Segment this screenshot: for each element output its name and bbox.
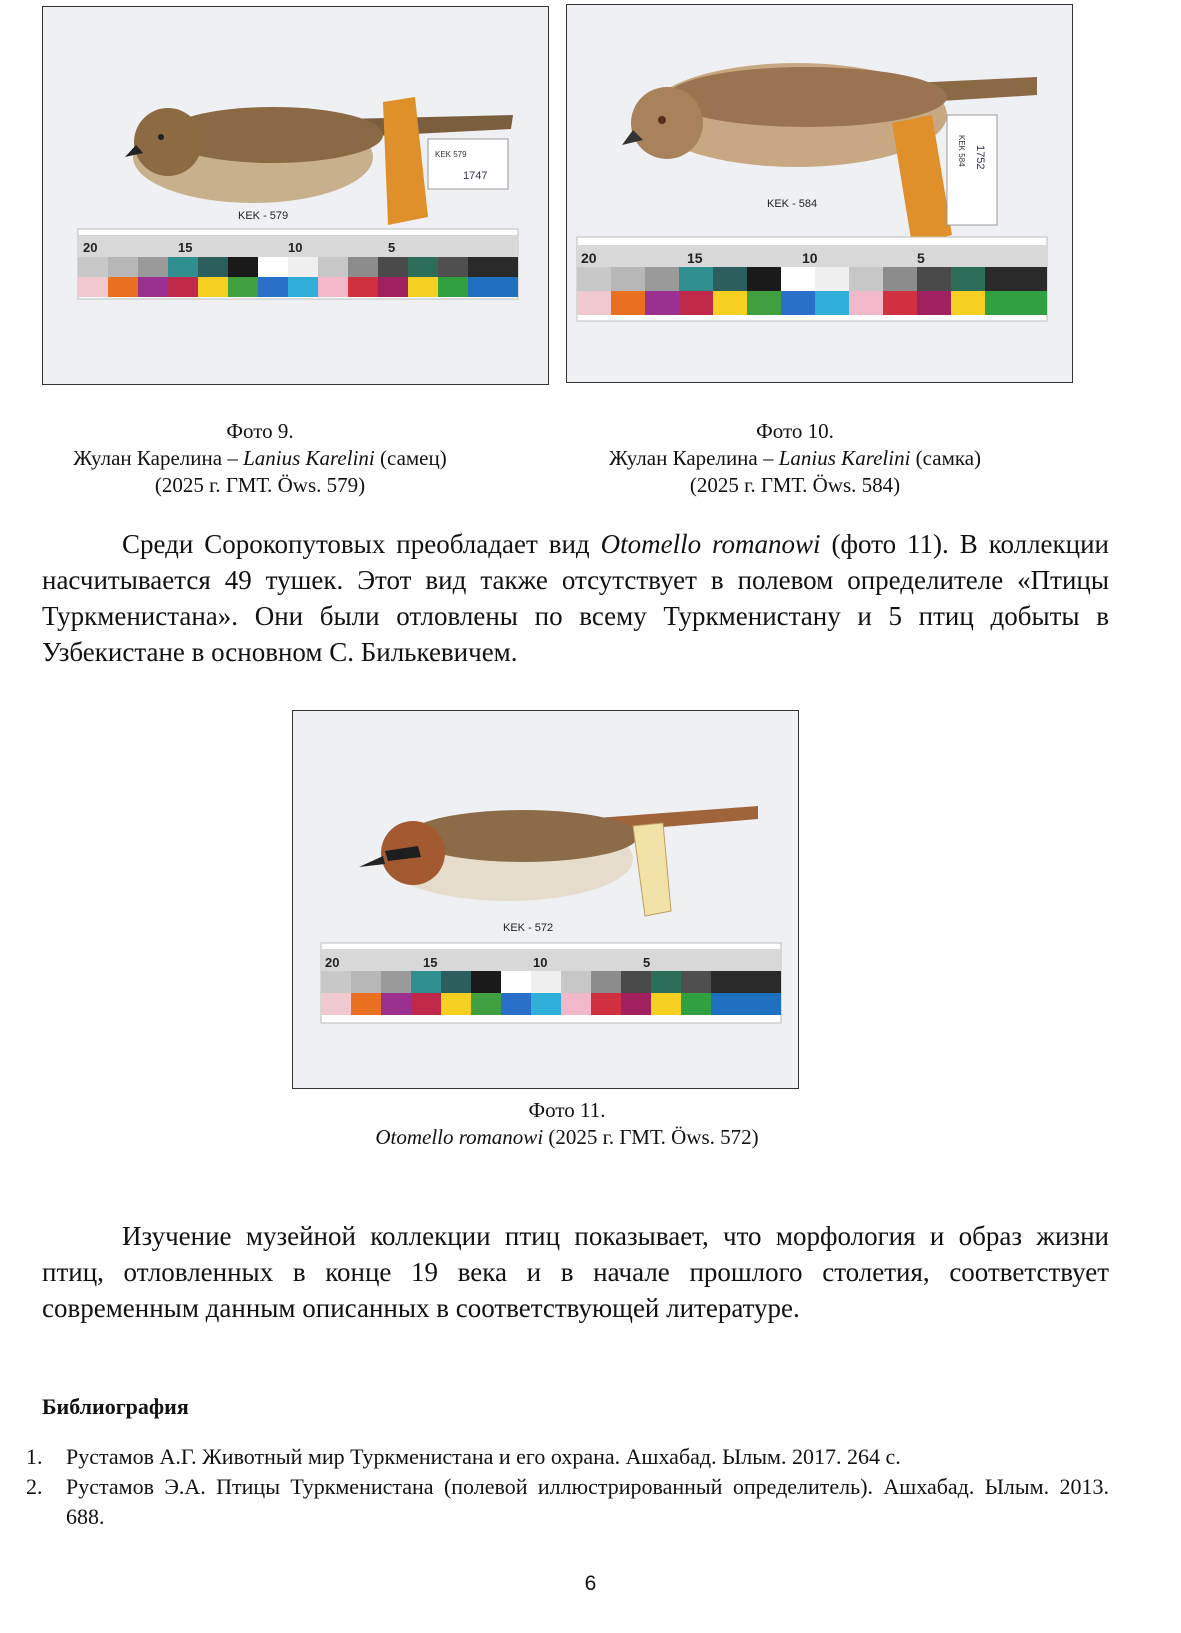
photo-9-species <box>30 445 490 472</box>
photo-10-image <box>567 5 1072 382</box>
photo-10-caption <box>565 418 1025 499</box>
ruler-mark: 15 <box>178 240 193 255</box>
bibliography-item-number: 2. <box>26 1474 43 1499</box>
photo-11-reference: (2025 г. ГМТ. Öws. 572) <box>543 1125 759 1149</box>
photo-11-species <box>292 1124 842 1151</box>
photo-10-label: Фото 10. <box>756 419 834 443</box>
photo-10-card-code: KEK 584 <box>957 135 966 167</box>
species-sex: (самка) <box>910 446 982 470</box>
photo-9-label: Фото 9. <box>226 419 294 443</box>
species-latin-name: Lanius Karelini <box>778 446 911 470</box>
ruler-mark: 10 <box>802 250 818 266</box>
color-ruler <box>78 229 518 299</box>
photo-9-image <box>43 7 548 384</box>
color-ruler <box>577 237 1047 321</box>
species-common-name: Жулан Карелина – <box>608 446 779 470</box>
photo-10 <box>566 4 1073 383</box>
photo-11-caption <box>292 1097 842 1151</box>
paragraph-1-text-cont: (фото 11). В коллекции насчитывается 49 тушек. Этот вид также отсутствует в полевом определителе «Птицы Туркменистана». Они были отловлены по всему Туркменистану и 5 птиц добыты в Узбекистане в основном С. Билькевичем. <box>42 529 1110 667</box>
bibliography-item-text: Рустамов А.Г. Животный мир Туркменистана и его охрана. Ашхабад. Ылым. 2017. 264 с. <box>66 1444 901 1469</box>
page-number: 6 <box>584 1572 597 1595</box>
photo-9-card-code: KEK 579 <box>435 150 467 159</box>
ruler-mark: 20 <box>83 240 98 255</box>
bibliography-heading: Библиография <box>42 1394 189 1419</box>
ruler-mark: 15 <box>687 250 703 266</box>
ruler-mark: 5 <box>388 240 396 255</box>
photo-9 <box>42 6 549 385</box>
photo-9-specimen-tag: KEK - 579 <box>238 210 289 222</box>
ruler-mark: 10 <box>533 955 548 970</box>
ruler-mark: 5 <box>643 955 651 970</box>
bibliography-item-number: 1. <box>26 1444 43 1469</box>
paragraph-1-latin-name: Otomello romanowi <box>600 529 821 559</box>
ruler-mark: 15 <box>423 955 438 970</box>
ruler-mark: 10 <box>288 240 303 255</box>
ruler-mark: 5 <box>917 250 925 266</box>
bibliography-item <box>22 1442 1109 1472</box>
paragraph-1-text: Среди Сорокопутовых преобладает вид <box>122 529 601 559</box>
photo-11 <box>292 710 799 1089</box>
photo-10-species <box>565 445 1025 472</box>
paragraph-2: Изучение музейной коллекции птиц показывает, что морфология и образ жизни птиц, отловленных в конце 19 века и в начале прошлого столетия, соответствует современным данным описанных в соответствующей литературе. <box>42 1221 1109 1323</box>
bibliography-list <box>22 1442 1109 1532</box>
species-latin-name: Otomello romanowi <box>375 1125 544 1149</box>
species-common-name: Жулан Карелина – <box>73 446 244 470</box>
photo-10-reference: (2025 г. ГМТ. Öws. 584) <box>689 473 901 497</box>
photo-11-label: Фото 11. <box>528 1098 606 1122</box>
photo-11-image <box>293 711 798 1088</box>
photo-10-card-number: 1752 <box>974 145 986 170</box>
color-ruler <box>321 943 781 1023</box>
paragraph-1 <box>42 526 1109 670</box>
ruler-mark: 20 <box>325 955 340 970</box>
species-latin-name: Lanius Karelini <box>243 446 375 470</box>
photo-9-card-number: 1747 <box>463 170 488 182</box>
bibliography-item <box>22 1472 1109 1532</box>
photo-9-reference: (2025 г. ГМТ. Öws. 579) <box>154 473 366 497</box>
photo-11-specimen-tag: KEK - 572 <box>503 922 554 934</box>
photo-9-caption <box>30 418 490 499</box>
species-sex: (самец) <box>374 446 447 470</box>
ruler-mark: 20 <box>581 250 597 266</box>
bibliography-item-text: Рустамов Э.А. Птицы Туркменистана (полевой иллюстрированный определитель). Ашхабад. Ылым. 2013. 688. <box>66 1474 1109 1529</box>
photo-10-specimen-tag: KEK - 584 <box>767 198 818 210</box>
